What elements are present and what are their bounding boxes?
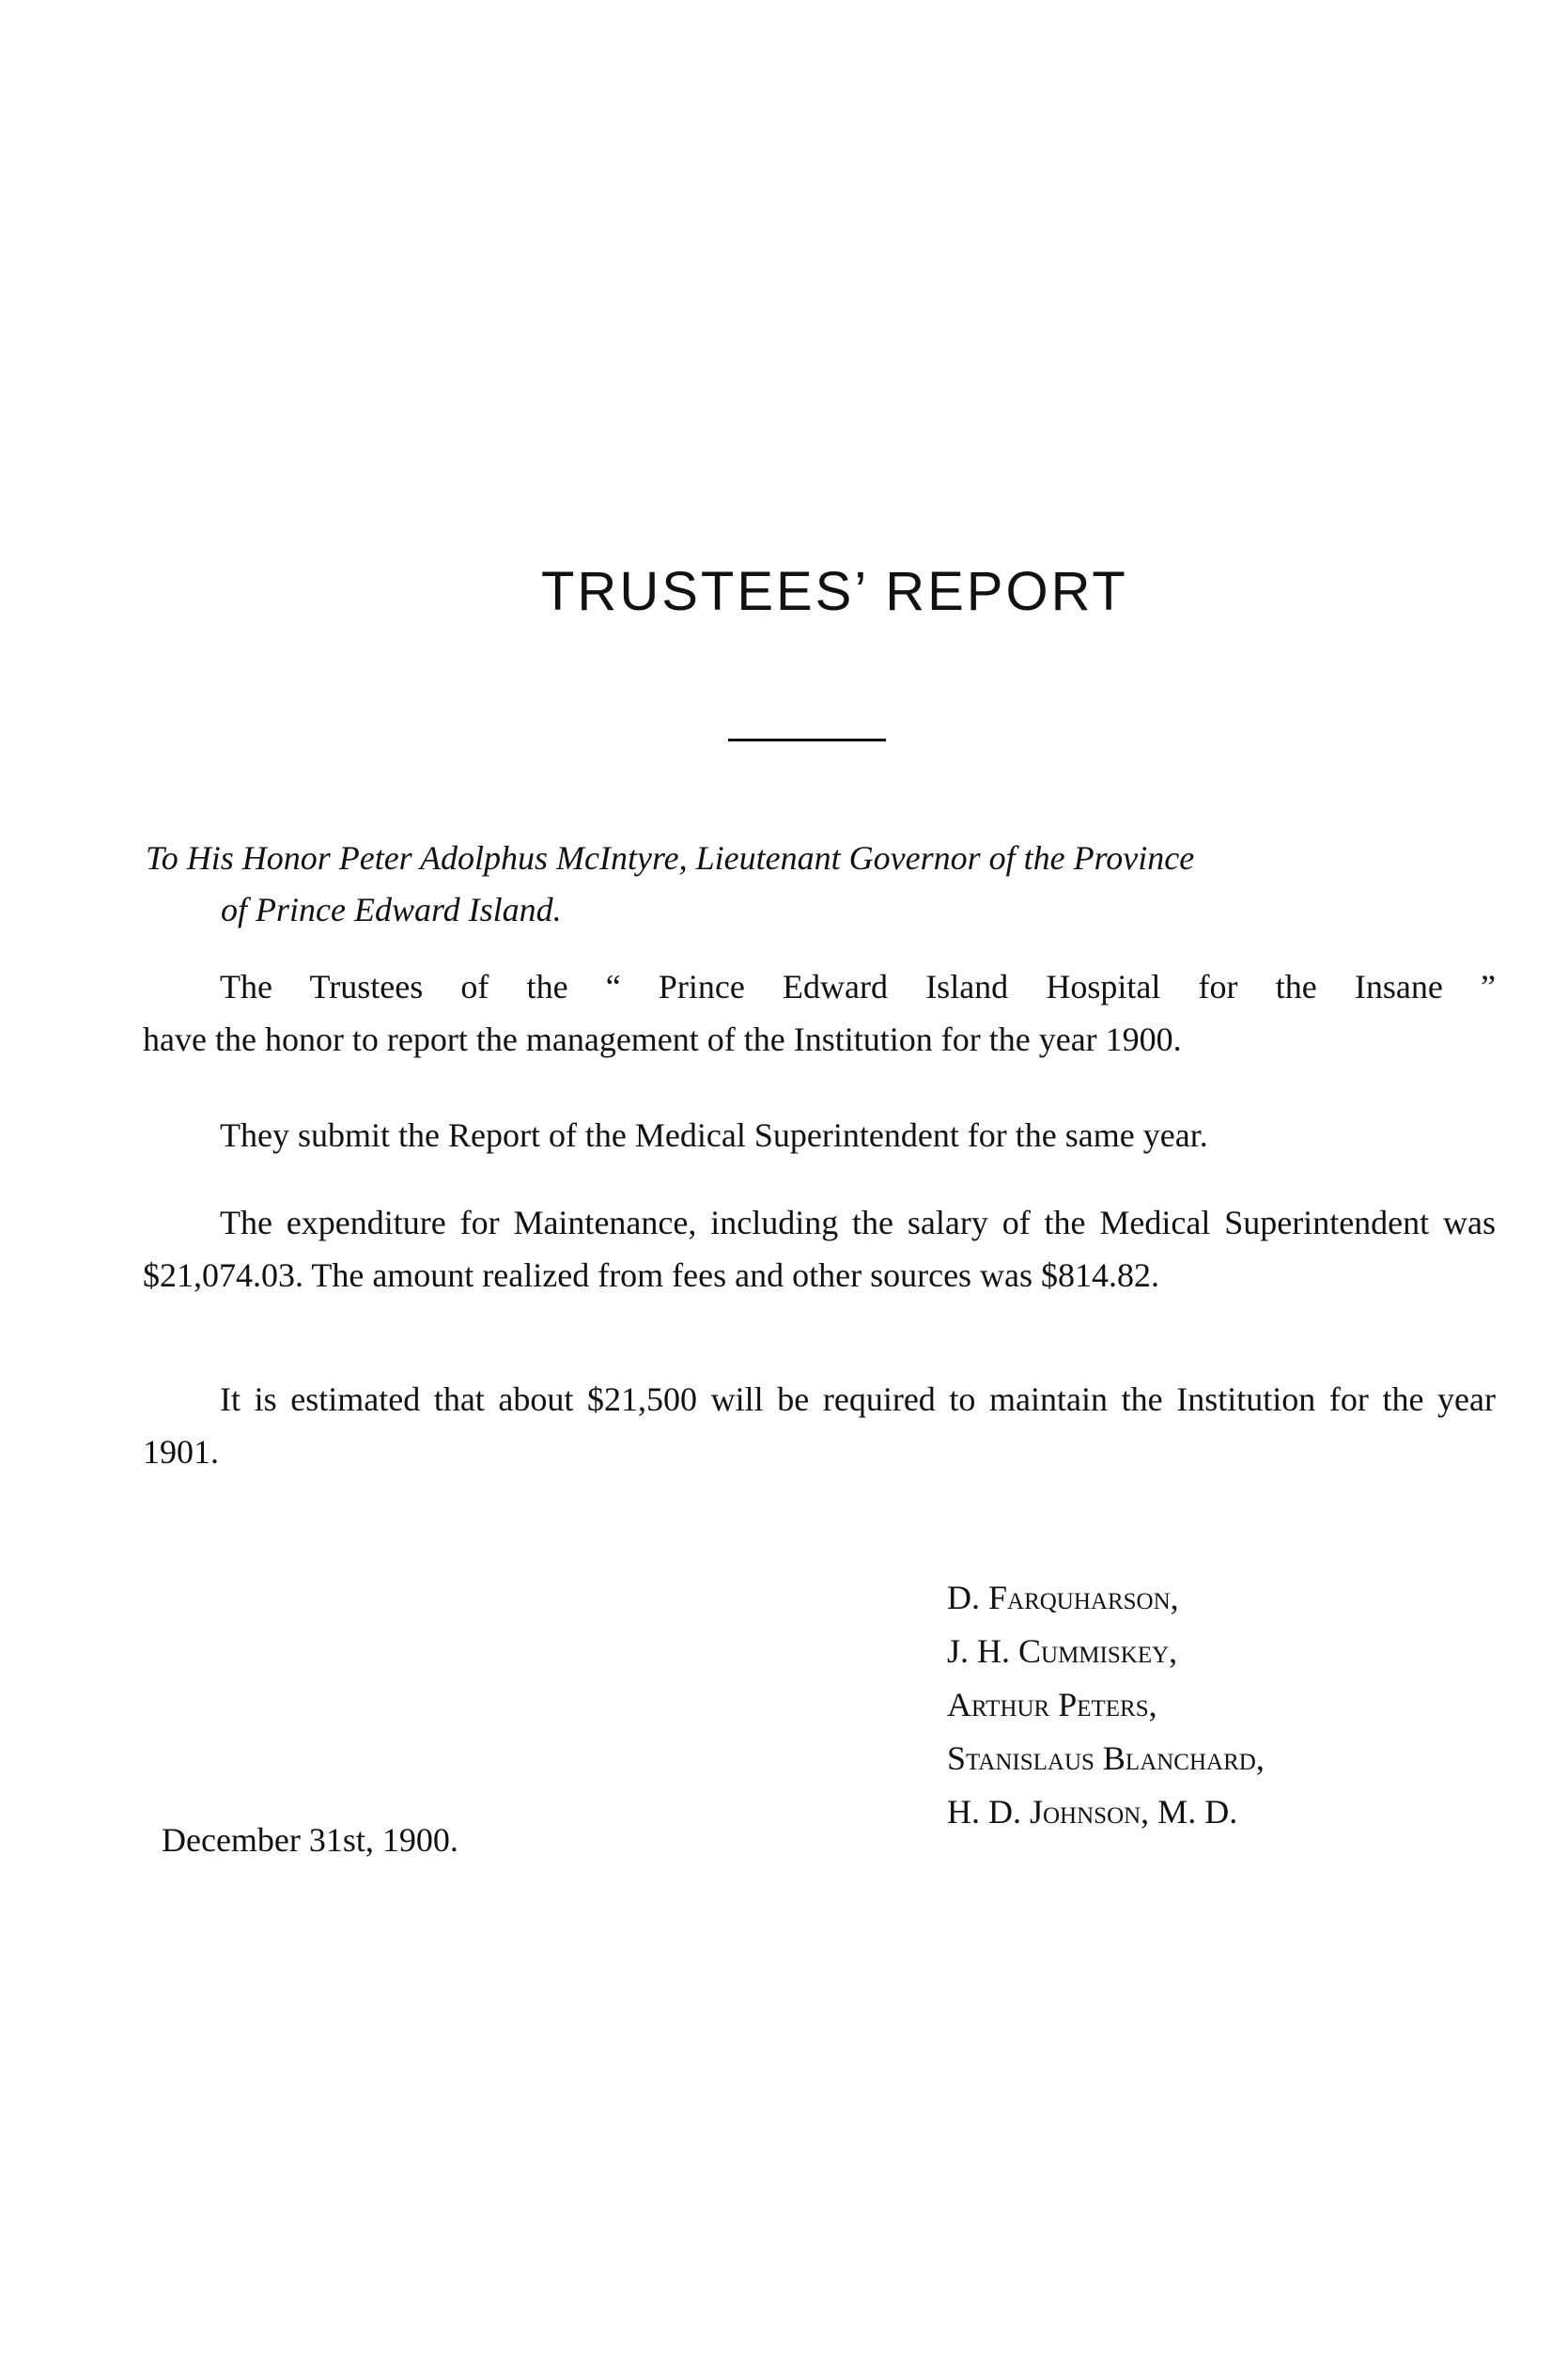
paragraph-1-line-2: have the honor to report the management of the Institution for the year 1900.: [143, 1021, 1182, 1058]
report-date: December 31st, 1900.: [162, 1821, 458, 1859]
report-title: TRUSTEES’ REPORT: [541, 561, 1128, 622]
paragraph-estimate: It is estimated that about $21,500 will be required to maintain the Institution for the year 1901.: [143, 1380, 1496, 1471]
paragraph-medical-report: They submit the Report of the Medical Superintendent for the same year.: [220, 1116, 1208, 1154]
signatory-2: J. H. Cummiskey,: [947, 1632, 1178, 1670]
paragraph-management: [143, 960, 1496, 1066]
address-salutation: [146, 833, 1489, 936]
paragraph-expenditure: The expenditure for Maintenance, including the salary of the Medical Superintendent was $21,074.03. The amount realized from fees and other sources was $814.82.: [143, 1204, 1496, 1294]
signature-block: [947, 1571, 1473, 1839]
signatory-5: H. D. Johnson, M. D.: [947, 1793, 1238, 1831]
address-line-1: To His Honor Peter Adolphus McIntyre, Lieutenant Governor of the Province: [146, 839, 1195, 877]
signatory-3: Arthur Peters,: [947, 1686, 1157, 1723]
signatory-4: Stanislaus Blanchard,: [947, 1739, 1265, 1777]
signatory-1: D. Farquharson,: [947, 1579, 1179, 1616]
title-divider: [728, 739, 886, 741]
address-line-2: of Prince Edward Island.: [221, 891, 562, 928]
paragraph-1-line-1: The Trustees of the “ Prince Edward Island Hospital for the Insane ”: [220, 968, 1496, 1005]
